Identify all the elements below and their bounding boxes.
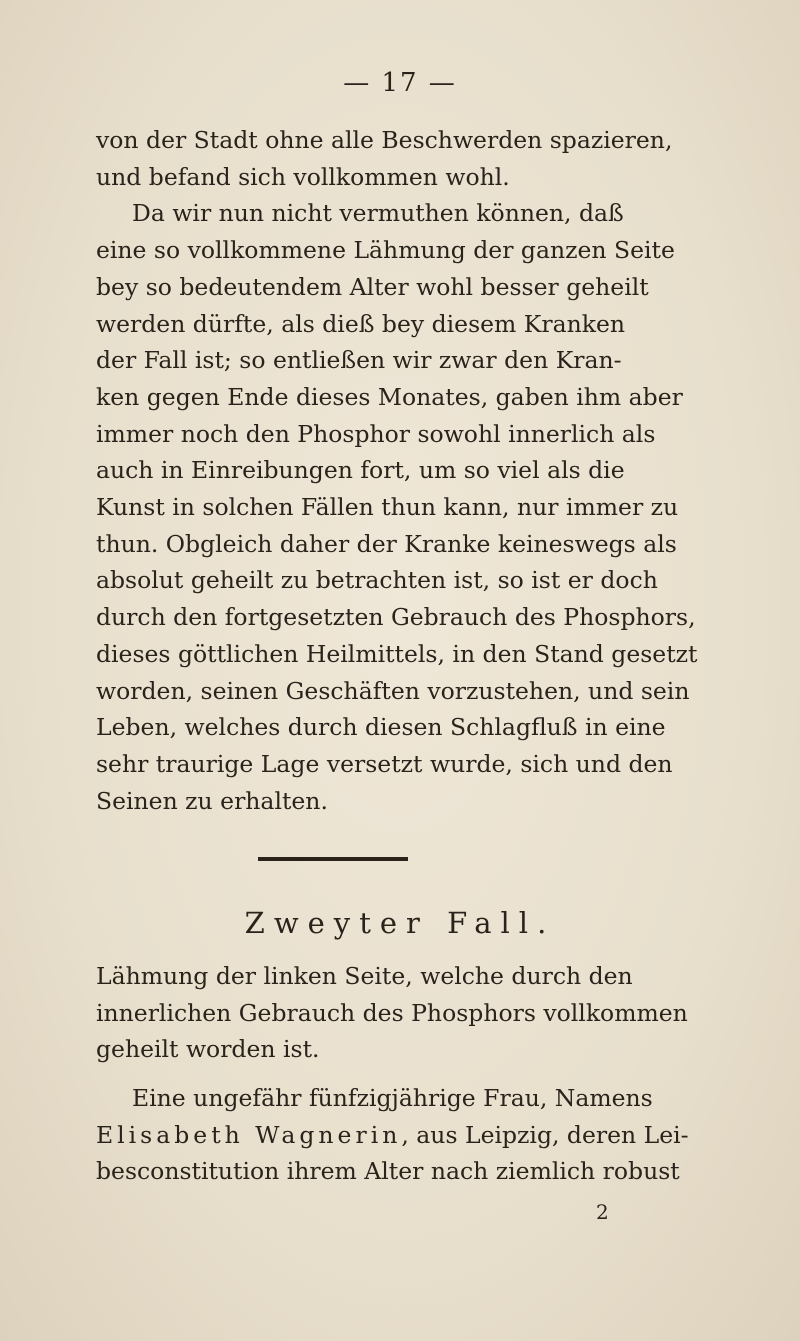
text-line: bey so bedeutendem Alter wohl besser geheilt [96,272,649,301]
text-line: auch in Einreibungen fort, um so viel als die [96,456,625,485]
text-line: und befand sich vollkommen wohl. [96,162,510,191]
section-divider [258,857,408,861]
text-line: werden dürfte, als dieß bey diesem Kranken [96,309,626,338]
patient-name: Elisabeth Wagnerin [96,1120,402,1149]
text-line: geheilt worden ist. [96,1035,320,1064]
text-line: sehr traurige Lage versetzt wurde, sich und den [96,749,673,778]
text-line: eine so vollkommene Lähmung der ganzen Seite [96,236,675,265]
text-line: Lähmung der linken Seite, welche durch den [96,962,633,990]
case-summary [96,958,756,1068]
signature-mark: 2 [596,1200,609,1224]
text-line: Da wir nun nicht vermuthen können, daß [132,199,624,228]
text-line: thun. Obgleich daher der Kranke keineswegs als [96,529,677,558]
text-line: besconstitution ihrem Alter nach ziemlich robust [96,1157,680,1186]
text-line: Kunst in solchen Fällen thun kann, nur immer zu [96,493,679,522]
text-line: durch den fortgesetzten Gebrauch des Phosphors, [96,603,696,632]
text-line: Leben, welches durch diesen Schlagfluß in eine [96,713,666,742]
section-title: Zweyter Fall. [244,906,556,940]
text-line: innerlichen Gebrauch des Phosphors vollkommen [96,998,688,1027]
text-line: Seinen zu erhalten. [96,786,328,815]
text-line: ken gegen Ende dieses Monates, gaben ihm aber [96,382,683,411]
text-line [96,1117,756,1154]
text-line: von der Stadt ohne alle Beschwerden spazieren, [96,126,673,154]
text-line: absolut geheilt zu betrachten ist, so ist er doch [96,566,658,595]
paragraph-2 [96,1080,756,1190]
text-line: immer noch den Phosphor sowohl innerlich als [96,419,656,448]
text-line: der Fall ist; so entließen wir zwar den Kran- [96,346,622,375]
text-line: Eine ungefähr fünfzigjährige Frau, Namens [132,1084,653,1112]
paragraph-1 [96,122,756,819]
text-line: worden, seinen Geschäften vorzustehen, und sein [96,676,690,705]
text-line: dieses göttlichen Heilmittels, in den Stand gesetzt [96,639,698,668]
page-number-header: — 17 — [343,68,457,98]
text-fragment: , aus Leipzig, deren Lei- [401,1120,689,1149]
